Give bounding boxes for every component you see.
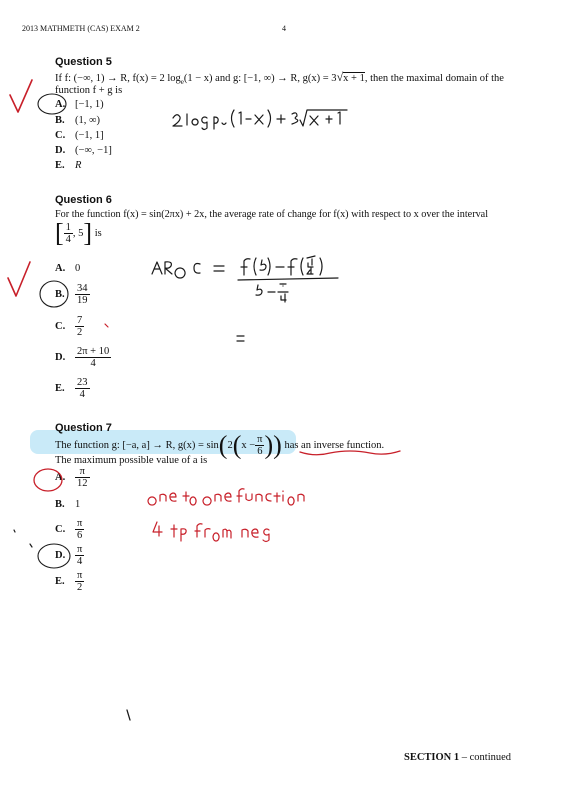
option-letter: E.: [55, 576, 65, 587]
q7-coefficient: 2: [227, 440, 233, 451]
q5-stem-part: , then the maximal domain of the: [364, 73, 504, 84]
pen-mark: [105, 324, 108, 327]
fraction-num: 7: [77, 315, 83, 326]
question-5-title: Question 5: [55, 56, 112, 68]
option-letter: A.: [55, 472, 66, 483]
fraction-num: 23: [77, 377, 88, 388]
footer-section: SECTION 1: [404, 752, 460, 763]
q5-stem-part: If f: (−∞, 1) → R, f(x) = 2 log: [55, 73, 181, 84]
option-text: 0: [75, 263, 81, 274]
option-letter: C.: [55, 130, 66, 141]
q5-stem-part: (1 − x) and g: [−1, ∞) → R, g(x) = 3: [183, 73, 337, 84]
red-tick-mark: [10, 80, 32, 112]
answer-circle: [38, 544, 70, 568]
left-paren-icon: (: [218, 430, 228, 460]
option-letter: A.: [55, 263, 66, 274]
q7-stem-part: The function g: [−a, a] → R, g(x) = sin: [55, 440, 219, 451]
fraction-num: π: [77, 518, 83, 529]
option-letter: B.: [55, 289, 65, 300]
red-tick-mark: [8, 262, 30, 296]
fraction-den: 2: [77, 582, 83, 593]
q7-stem-part: x −: [241, 440, 256, 451]
handwritten-working-q5: [173, 110, 347, 130]
page-number: 4: [282, 24, 286, 33]
fraction-den: 4: [77, 556, 83, 567]
fraction-den: 6: [77, 530, 83, 541]
question-7-stem-line2: The maximum possible value of a is: [55, 455, 208, 466]
option-letter: E.: [55, 383, 65, 394]
option-text: (−∞, −1]: [75, 145, 112, 156]
question-7-title: Question 7: [55, 422, 112, 434]
fraction-num: π: [75, 466, 90, 478]
handwritten-working-q7-2: [153, 522, 269, 542]
fraction-num: 2π + 10: [77, 346, 110, 357]
question-6-title: Question 6: [55, 194, 112, 206]
option-text: [−1, 1): [75, 99, 104, 110]
fraction-den: 4: [65, 234, 71, 245]
option-text: (1, ∞): [75, 115, 100, 126]
right-bracket-icon: ]: [83, 218, 93, 248]
fraction-num: π: [77, 570, 83, 581]
pen-mark: [14, 530, 15, 532]
left-bracket-icon: [: [55, 218, 64, 248]
option-text: (−1, 1]: [75, 130, 104, 141]
fraction-num: 34: [77, 283, 88, 294]
right-paren-icon: ): [264, 430, 274, 460]
left-paren-icon: (: [232, 430, 242, 460]
pen-mark: [30, 544, 32, 547]
fraction-den: 12: [77, 478, 88, 489]
pen-mark: [127, 710, 130, 720]
answer-circle: [40, 281, 68, 307]
interval-end: , 5: [72, 228, 84, 239]
q5-radicand: x + 1: [343, 73, 365, 84]
right-paren-icon: ): [273, 430, 282, 460]
red-underline: [300, 451, 400, 455]
handwritten-working-q6: [152, 256, 338, 341]
option-text: R: [75, 160, 82, 171]
option-letter: D.: [55, 550, 66, 561]
option-letter: C.: [55, 321, 66, 332]
page-header: 2013 MATHMETH (CAS) EXAM 2: [22, 24, 140, 33]
option-text: 1: [75, 499, 81, 510]
q7-stem-tail: has an inverse function.: [281, 440, 385, 451]
answer-circle: [34, 469, 62, 491]
answer-circle: [38, 94, 66, 114]
option-letter: B.: [55, 499, 65, 510]
option-letter: D.: [55, 145, 66, 156]
fraction-den: 4: [90, 358, 96, 369]
fraction-den: 2: [77, 327, 83, 338]
option-letter: E.: [55, 160, 65, 171]
option-letter: B.: [55, 115, 65, 126]
fraction-num: 1: [65, 222, 71, 233]
fraction-num: π: [257, 434, 263, 445]
question-6-stem: For the function f(x) = sin(2πx) + 2x, the average rate of change for f(x) with respect to x over the interval: [55, 209, 489, 220]
fraction-num: π: [77, 544, 83, 555]
fraction-den: 6: [257, 446, 263, 457]
question-5-stem-line2: function f + g is: [55, 85, 123, 96]
handwritten-working-q7: [148, 489, 304, 505]
footer-continued: – continued: [459, 752, 512, 763]
option-letter: A.: [55, 99, 66, 110]
q5-log-base: e: [180, 78, 184, 87]
sqrt-icon: √: [336, 70, 344, 84]
fraction-den: 19: [77, 295, 88, 306]
option-letter: C.: [55, 524, 66, 535]
interval-tail: is: [92, 228, 102, 239]
option-letter: D.: [55, 352, 66, 363]
fraction-den: 4: [79, 389, 85, 400]
